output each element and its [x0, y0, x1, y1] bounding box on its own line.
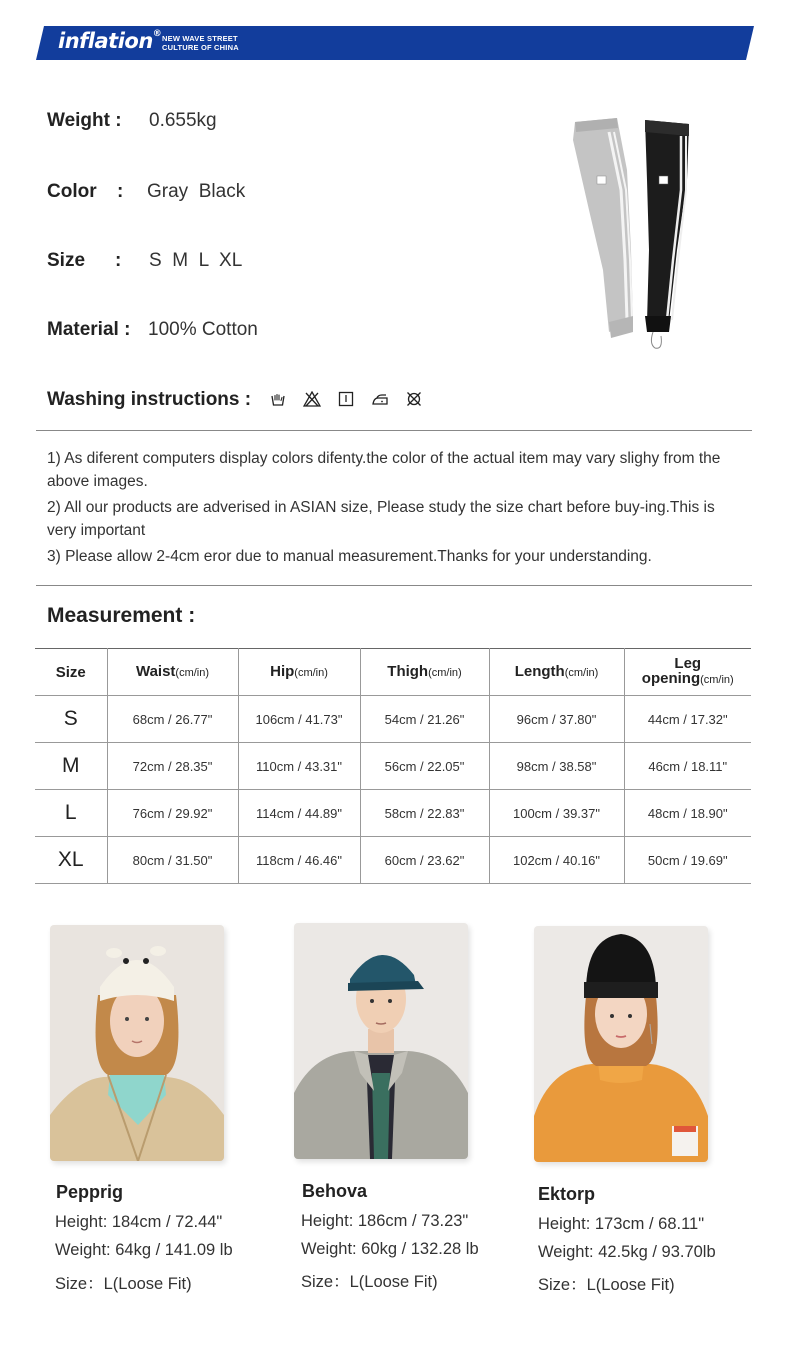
column-header-length: Length(cm/in) — [489, 649, 624, 696]
spec-color: Color : Gray Black — [47, 181, 246, 202]
model-weight: Weight: 64kg / 141.09 lb — [55, 1241, 233, 1259]
column-header-waist: Waist(cm/in) — [107, 649, 238, 696]
column-header-thigh: Thigh(cm/in) — [360, 649, 489, 696]
model-size: Size：L(Loose Fit) — [538, 1276, 675, 1294]
model-height: Height: 184cm / 72.44" — [55, 1213, 223, 1231]
model-weight: Weight: 42.5kg / 93.70lb — [538, 1243, 716, 1261]
measurement-table — [35, 648, 751, 884]
table-row: S 68cm / 26.77" 106cm / 41.73" 54cm / 21.26" 96cm / 37.80" 44cm / 17.32" — [35, 696, 751, 743]
table-row: L 76cm / 29.92" 114cm / 44.89" 58cm / 22.83" 100cm / 39.37" 48cm / 18.90" — [35, 790, 751, 837]
spec-size: Size : S M L XL — [47, 250, 243, 271]
column-header-leg-opening: Leg opening(cm/in) — [624, 649, 751, 696]
note-item: 2) All our products are adverised in ASIAN size, Please study the size chart before buy-ing.This is very important — [47, 499, 715, 539]
spec-material: Material : 100% Cotton — [47, 319, 258, 340]
brand-logo: inflation® — [58, 29, 162, 53]
model-photo — [294, 923, 468, 1159]
spec-washing: Washing instructions : — [47, 389, 252, 410]
washing-icons — [270, 391, 422, 407]
no-dry-clean-icon — [406, 391, 422, 407]
spec-weight: Weight : 0.655kg — [47, 110, 217, 131]
model-size: Size：L(Loose Fit) — [55, 1275, 192, 1293]
table-row: M 72cm / 28.35" 110cm / 43.31" 56cm / 22.05" 98cm / 38.58" 46cm / 18.11" — [35, 743, 751, 790]
model-name: Behova — [302, 1181, 368, 1201]
hand-wash-icon — [270, 391, 286, 407]
model-size: Size：L(Loose Fit) — [301, 1273, 438, 1291]
divider-top — [36, 430, 752, 431]
brand-tagline: NEW WAVE STREET CULTURE OF CHINA — [162, 34, 239, 52]
column-header-hip: Hip(cm/in) — [238, 649, 360, 696]
column-header-size: Size — [35, 649, 107, 696]
measurement-title: Measurement : — [47, 604, 196, 627]
model-height: Height: 173cm / 68.11" — [538, 1215, 705, 1233]
model-photo — [50, 925, 224, 1161]
model-weight: Weight: 60kg / 132.28 lb — [301, 1240, 479, 1258]
divider-bottom — [36, 585, 752, 586]
iron-icon — [371, 391, 389, 407]
notes-section — [47, 447, 747, 571]
model-name: Pepprig — [56, 1182, 124, 1202]
model-name: Ektorp — [538, 1184, 596, 1204]
table-row: XL 80cm / 31.50" 118cm / 46.46" 60cm / 23.62" 102cm / 40.16" 50cm / 19.69" — [35, 837, 751, 884]
tumble-dry-icon — [338, 391, 354, 407]
brand-banner — [36, 26, 754, 60]
no-bleach-icon — [303, 391, 321, 407]
table-header-row — [35, 649, 751, 696]
model-photo — [534, 926, 708, 1162]
model-height: Height: 186cm / 73.23" — [301, 1212, 469, 1230]
note-item: 3) Please allow 2-4cm eror due to manual measurement.Thanks for your understanding. — [47, 548, 652, 565]
product-pants-image — [565, 110, 705, 358]
note-item: 1) As diferent computers display colors difenty.the color of the actual item may vary slighy from the above images. — [47, 450, 721, 490]
